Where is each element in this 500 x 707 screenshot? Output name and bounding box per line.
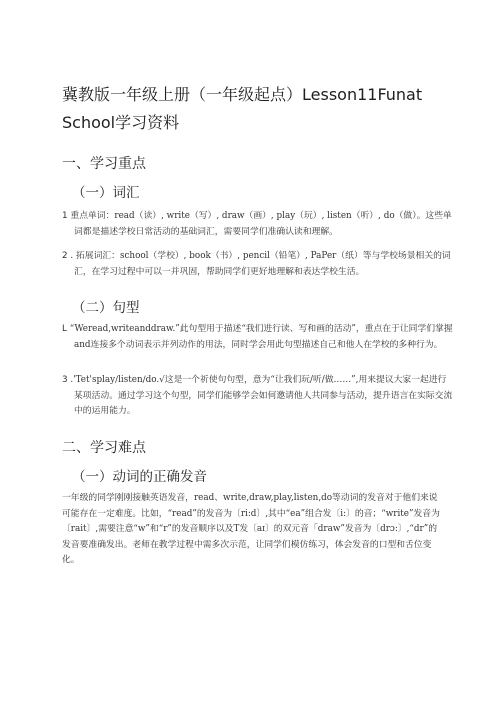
vocab-item-2 [62, 249, 454, 280]
section-heading-key-points: 一、学习重点 [62, 156, 146, 172]
vocab-item-2-text: . 拓展词汇：school（学校）, book（书）, pencil（铅笔）, PaPer（纸）等与学校场景相关的词汇，在学习过程中可以一并巩固，帮助同学们更好地理解和表达学校生活。 [70, 251, 451, 277]
subsection-heading-sentence-patterns: （二）句型 [72, 300, 140, 316]
pattern-item-2-text: .'Tet'splay∕listen∕do.√这是一个祈使句句型，意为“让我们玩/听/做……”,用来提议大家一起进行某项活动。通过学习这个句型，同学们能够学会如何邀请他人共同参与活动，提升语言在实际交流中的运用能力。 [70, 375, 453, 416]
vocab-item-1 [62, 209, 454, 240]
vocab-item-1-text: 重点单词：read（读）, write（写）, draw（画）, play（玩）, listen（听）, do（做）。这些单词都是描述学校日常活动的基础词汇，需要同学们准确认读和理解。 [70, 211, 452, 237]
pattern-item-1-text: “Weread,writeanddraw.”此句型用于描述“我们进行读、写和画的活动”，重点在于让同学们掌握and连接多个动词表示并列动作的用法，同时学会用此句型描述自己和他人在学校的多种行为。 [69, 324, 453, 350]
vocab-item-2-number: 2 [62, 251, 68, 261]
subsection-heading-vocabulary: （一）词汇 [72, 185, 140, 201]
pattern-item-1 [62, 322, 454, 353]
document-title-line2: School学习资料 [62, 113, 180, 132]
section-heading-difficulties: 二、学习难点 [62, 440, 146, 456]
subsection-heading-verb-pronunciation: （一）动词的正确发音 [72, 469, 207, 485]
pattern-item-1-number: L [62, 324, 67, 334]
pattern-item-2 [62, 373, 454, 420]
pronunciation-paragraph: 一年级的同学刚刚接触英语发音，read、write,draw,play,listen,do等动词的发音对于他们来说可能存在一定难度。比如，“read”的发音为〔ri:d〕,其中“ea”组合发〔i:〕的音；“write”发音为〔rait〕,需要注意“w”和“r”的发音顺序以及T发〔aɪ〕的双元音「draw”发音为〔drɔ:〕,“dr”的发音要准确发出。老师在教学过程中需多次示范，让同学们模仿练习，体会发音的口型和舌位变化。 [62, 493, 440, 565]
pattern-item-2-number: 3 [62, 375, 68, 385]
vocab-item-1-number: 1 [62, 211, 68, 221]
document-title-line1: 冀教版一年级上册（一年级起点）Lesson11Funat [62, 85, 423, 104]
